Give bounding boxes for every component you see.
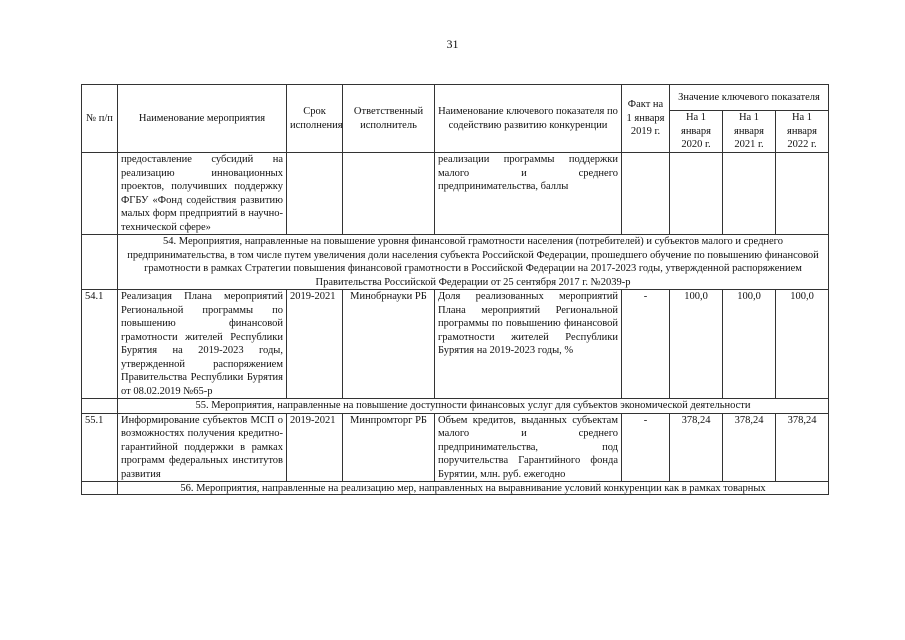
header-year-2021: На 1 января 2021 г.: [723, 111, 776, 153]
row-measure-name: предоставление субсидий на реализацию инновационных проектов, получивших поддержку ФГБУ «Фонд содействия развитию малых форм предприятий в научно-технической сфере»: [118, 153, 287, 235]
header-responsible: Ответственный исполнитель: [343, 85, 435, 153]
row-indicator: Объем кредитов, выданных субъектам малого и среднего предпринимательства, под поручительства Гарантийного фонда Бурятии, млн. руб. ежегодно: [435, 413, 622, 482]
header-indicator-value-group: Значение ключевого показателя: [670, 85, 829, 111]
row-value-2022: 378,24: [776, 413, 829, 482]
table-row: [82, 413, 829, 482]
section-heading-56: 56. Мероприятия, направленные на реализацию мер, направленных на выравнивание условий конкуренции как в рамках товарных: [180, 483, 766, 494]
row-value-2020: [670, 153, 723, 235]
section-row: [82, 235, 829, 290]
row-fact: -: [622, 290, 670, 399]
section-heading-55: 55. Мероприятия, направленные на повышение доступности финансовых услуг для субъектов экономической деятельности: [118, 399, 829, 414]
row-fact: -: [622, 413, 670, 482]
row-value-2020: 100,0: [670, 290, 723, 399]
row-value-2022: [776, 153, 829, 235]
table-row: [82, 290, 829, 399]
row-responsible: Минпромторг РБ: [343, 413, 435, 482]
row-responsible: [343, 153, 435, 235]
header-fact-2019: Факт на 1 января 2019 г.: [622, 85, 670, 153]
row-indicator: Доля реализованных мероприятий Плана мероприятий Региональной программы по повышению финансовой грамотности жителей Республики Бурятия на 2019-2023 годы, %: [435, 290, 622, 399]
row-value-2020: 378,24: [670, 413, 723, 482]
row-num: 55.1: [82, 413, 118, 482]
competition-measures-table: [81, 84, 829, 495]
header-year-2020: На 1 января 2020 г.: [670, 111, 723, 153]
row-indicator: реализации программы поддержки малого и среднего предпринимательства, баллы: [435, 153, 622, 235]
header-term: Срок исполнения: [287, 85, 343, 153]
row-value-2022: 100,0: [776, 290, 829, 399]
page-number: 31: [446, 37, 459, 51]
row-value-2021: 100,0: [723, 290, 776, 399]
section-heading-54: 54. Мероприятия, направленные на повышение уровня финансовой грамотности населения (потребителей) и субъектов малого и среднего предпринимательства, в том числе путем увеличения доли населения субъекта Российской Федерации, прошедшего обучение по повышению финансовой грамотности в рамках Стратегии повышения финансовой грамотности в Российской Федерации на 2017-2023 годы, утвержденной распоряжением Правительства Российской Федерации от 25 сентября 2017 г. №2039-р: [118, 235, 829, 290]
section-row: [82, 399, 829, 414]
header-year-2022: На 1 января 2022 г.: [776, 111, 829, 153]
row-num: [82, 153, 118, 235]
row-term: 2019-2021: [287, 290, 343, 399]
row-value-2021: [723, 153, 776, 235]
row-fact: [622, 153, 670, 235]
row-term: [287, 153, 343, 235]
header-num: № п/п: [82, 85, 118, 153]
table-row: [82, 153, 829, 235]
row-num: 54.1: [82, 290, 118, 399]
header-measure-name: Наименование мероприятия: [118, 85, 287, 153]
row-term: 2019-2021: [287, 413, 343, 482]
section-row: [82, 482, 829, 495]
row-measure-name: Информирование субъектов МСП о возможностях получения кредитно-гарантийной поддержки в рамках программ федеральных институтов развития: [118, 413, 287, 482]
row-measure-name: Реализация Плана мероприятий Региональной программы по повышению финансовой грамотности жителей Республики Бурятия на 2019-2023 годы, утвержденной распоряжением Правительства Республики Бурятия от 08.02.2019 №65-р: [118, 290, 287, 399]
header-indicator: Наименование ключевого показателя по содействию развитию конкуренции: [435, 85, 622, 153]
row-responsible: Минобрнауки РБ: [343, 290, 435, 399]
row-value-2021: 378,24: [723, 413, 776, 482]
